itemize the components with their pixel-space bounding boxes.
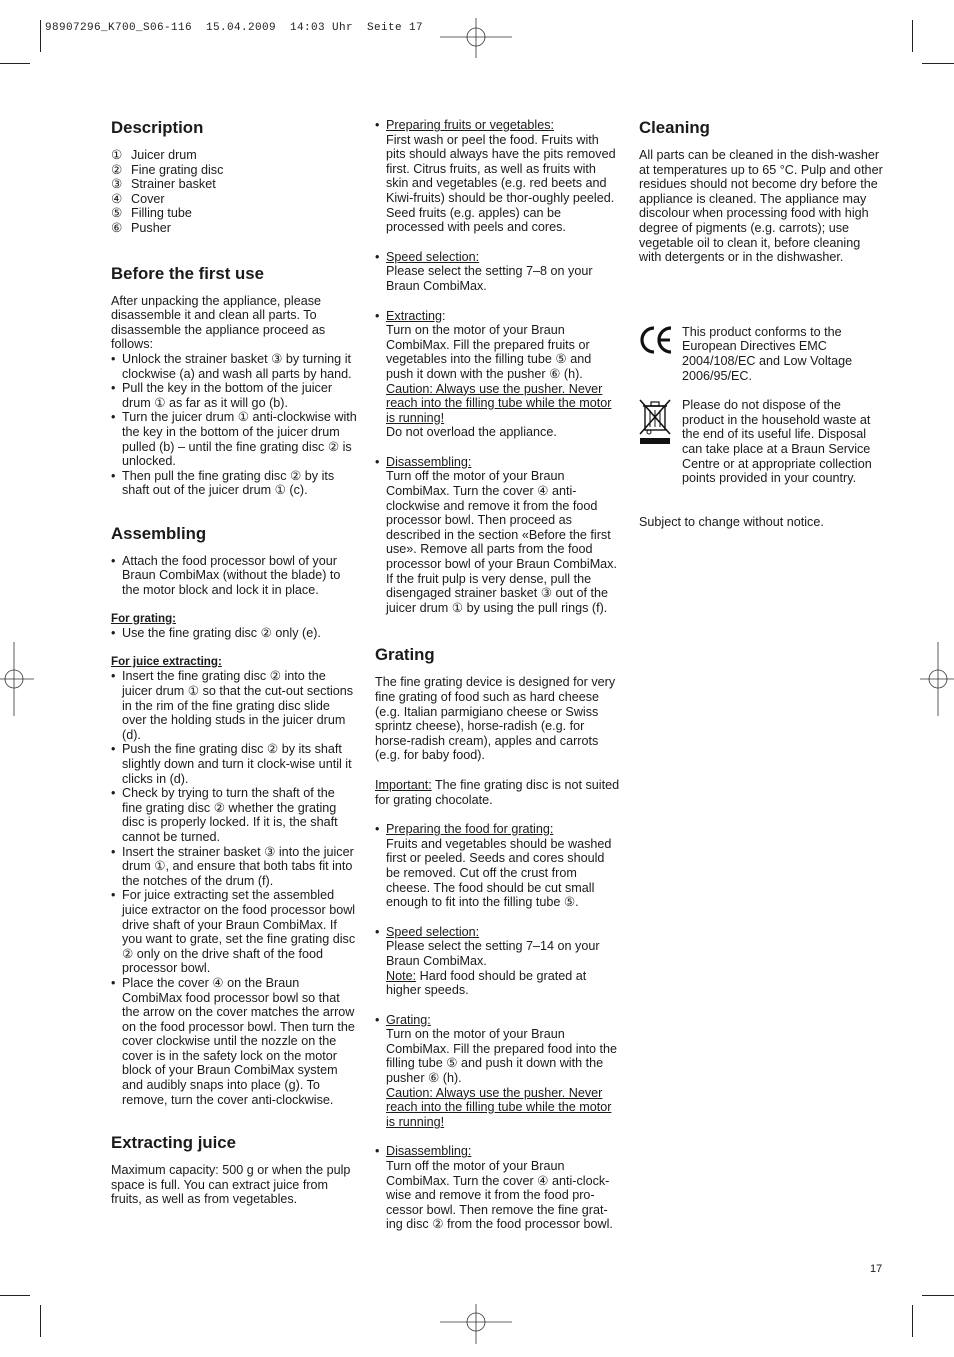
disassembling-label: Disassembling: <box>386 454 472 469</box>
list-item <box>375 250 621 294</box>
extract-label: Extracting <box>386 308 442 323</box>
grating-prep-text: Fruits and vegetables should be washed first or peeled. Seeds and cores should be removed. Cut off the crust from cheese. The food should be cut small enough to fit into the filling tube ⑤. <box>386 836 612 910</box>
description-heading: Description <box>111 118 204 137</box>
crop-mark <box>40 20 41 52</box>
juice-extracting-list <box>111 669 357 1107</box>
extract-overload: Do not overload the appliance. <box>386 425 557 440</box>
print-slug: 98907296_K700_S06-116 15.04.2009 14:03 Uhr Seite 17 <box>45 22 424 34</box>
extracting-juice-heading: Extracting juice <box>111 1133 236 1153</box>
grating-prep-label: Preparing the food for grating: <box>386 822 554 837</box>
before-first-use-intro: After unpacking the appliance, please disassemble it and clean all parts. To disassemble the appliance proceed as follows: <box>111 293 326 352</box>
grating-intro: The fine grating device is designed for very fine grating of food such as hard cheese (e.g. Italian parmigiano cheese or Swiss sprintz cheese), horse-radish (e.g. for horse-radish cream), apples and carrots (e.g. for baby food). <box>375 675 616 763</box>
list-item: • Pull the key in the bottom of the juicer drum ① as far as it will go (b). <box>111 381 357 410</box>
column-right <box>639 118 885 529</box>
for-grating-label: For grating: <box>111 611 177 625</box>
grating-speed-text: Please select the setting 7–14 on your Braun CombiMax. <box>386 939 600 968</box>
list-item: ⑤ Filling tube <box>111 206 192 221</box>
list-item: • Place the cover ④ on the Braun CombiMax food processor bowl so that the arrow on the cover matches the arrow on the food processor bowl. Then turn the cover clockwise until the nozzle on the cover is in the safety lock on the motor block of your Braun CombiMax system and audibly snaps into place (g). To remove, turn the cover anti-clockwise. <box>111 976 357 1107</box>
ce-conformity <box>639 325 885 383</box>
assembling-heading: Assembling <box>111 523 207 543</box>
weee-text: Please do not dispose of the product in the household waste at the end of its useful life. Disposal can take place at a Braun Service Centre or at appropriate collection points provided in your country. <box>682 398 872 486</box>
grating-step-text: Turn on the motor of your Braun CombiMax. Fill the prepared food into the filling tube ⑤ and push it down with the pusher ⑥ (h). <box>386 1027 618 1086</box>
list-item <box>375 455 621 616</box>
list-item: • Extracting: Turn on the motor of your Braun CombiMax. Fill the prepared fruits or vegetables into the filling tube ⑤ and push it down with the pusher ⑥ (h). Caution: Always use the pusher. Never reach into the filling tube while the motor is running! Do not overload the appliance. <box>375 309 621 440</box>
for-juice-extracting-label: For juice extracting: <box>111 654 222 668</box>
grating-disassembling-label: Disassembling: <box>386 1144 472 1159</box>
before-first-use-list <box>111 352 357 498</box>
subject-to-change: Subject to change without notice. <box>639 514 824 529</box>
crop-mark <box>0 1295 30 1296</box>
list-item: • Insert the strainer basket ③ into the juicer drum ①, and ensure that both tabs fit into the notches of the drum (f). <box>111 845 357 889</box>
for-grating-list <box>111 626 357 641</box>
list-item: • Turn the juicer drum ① anti-clockwise with the key in the bottom of the juicer drum pulled (b) – until the fine grating disc ② is unlocked. <box>111 410 357 468</box>
registration-mark-top <box>440 18 512 58</box>
weee-disposal <box>639 398 885 486</box>
list-item: ⑥ Pusher <box>111 220 171 235</box>
grating-caution: Caution: Always use the pusher. Never reach into the filling tube while the motor is running! <box>386 1085 612 1129</box>
disassembling-text: Turn off the motor of your Braun CombiMax. Turn the cover ④ anti-clockwise and remove it from the food processor bowl. Then proceed as described in the section «Before the first use». Remove all parts from the food processor bowl of your Braun CombiMax. If the fruit pulp is very dense, pull the disengaged strainer basket ③ out of the juicer drum ① by using the pull rings (f). <box>386 469 617 615</box>
speed-text: Please select the setting 7–8 on your Braun CombiMax. <box>386 264 593 293</box>
registration-mark-bottom <box>440 1304 512 1344</box>
speed-label: Speed selection: <box>386 249 480 264</box>
grating-disassembling-text: Turn off the motor of your Braun CombiMax. Turn the cover ④ anti-clock-wise and remove it from the food pro-cessor bowl. Then remove the fine grat-ing disc ② from the food processor bowl. <box>386 1159 613 1232</box>
list-item: • Use the fine grating disc ② only (e). <box>111 626 357 641</box>
ce-mark-icon <box>639 325 682 383</box>
registration-mark-left <box>0 642 34 716</box>
list-item: • For juice extracting set the assembled juice extractor on the food processor bowl drive shaft of your Braun CombiMax. If you want to grate, set the fine grating disc ② only on the drive shaft of the food processor bowl. <box>111 888 357 976</box>
crop-mark <box>912 20 913 52</box>
column-left <box>111 118 357 1207</box>
registration-mark-right <box>920 642 954 716</box>
cleaning-heading: Cleaning <box>639 118 710 137</box>
prep-label: Preparing fruits or vegetables: <box>386 118 555 132</box>
list-item <box>375 118 621 235</box>
list-item <box>375 1013 621 1130</box>
crop-mark <box>40 1305 41 1337</box>
extracting-juice-text: Maximum capacity: 500 g or when the pulp space is full. You can extract juice from fruits, as well as from vegetables. <box>111 1163 351 1207</box>
page-number: 17 <box>870 1263 883 1275</box>
prep-text: First wash or peel the food. Fruits with pits should always have the pits removed first. Citrus fruits, as well as fruits with skin and vegetables (e.g. red beets and Kiwi-fruits) should be thor-oughly peeled. Seed fruits (e.g. apples) can be processed with peels and cores. <box>386 132 616 235</box>
juice-steps-list <box>375 118 621 235</box>
parts-list <box>111 148 357 236</box>
grating-important: Important: The fine grating disc is not suited for grating chocolate. <box>375 777 620 807</box>
crop-mark <box>922 1295 954 1296</box>
cleaning-text: All parts can be cleaned in the dish-washer at temperatures up to 65 °C. Pulp and other residues should not become dry before the appliance is cleaned. The appliance may discolour when processing food with high degree of pigments (e.g. carrots); use vegetable oil to clean it, before cleaning with detergents or in the dishwasher. <box>639 148 883 265</box>
grating-heading: Grating <box>375 645 435 665</box>
list-item: • Unlock the strainer basket ③ by turning it clockwise (a) and wash all parts by hand. <box>111 352 357 381</box>
list-item <box>375 822 621 910</box>
list-item: • Attach the food processor bowl of your Braun CombiMax (without the blade) to the motor block and lock it in place. <box>111 554 357 598</box>
list-item: ④ Cover <box>111 191 165 206</box>
extract-text: Turn on the motor of your Braun CombiMax. Fill the prepared fruits or vegetables into the filling tube ⑤ and push it down with the pusher ⑥ (h). <box>386 323 592 381</box>
before-first-use-heading: Before the first use <box>111 263 264 283</box>
grating-speed-label: Speed selection: <box>386 924 480 939</box>
crop-mark <box>0 63 30 64</box>
list-item: ③ Strainer basket <box>111 177 216 192</box>
ce-text: This product conforms to the European Directives EMC 2004/108/EC and Low Voltage 2006/95/EC. <box>682 324 853 383</box>
list-item: • Insert the fine grating disc ② into the juicer drum ① so that the cut-out sections in the rim of the fine grating disc slide over the holding studs in the juicer drum (d). <box>111 669 357 742</box>
crop-mark <box>912 1305 913 1337</box>
column-middle <box>375 118 621 1232</box>
list-item: • Then pull the fine grating disc ② by its shaft out of the juicer drum ① (c). <box>111 469 357 498</box>
list-item: • Push the fine grating disc ② by its shaft slightly down and turn it clock-wise until it clicks in (d). <box>111 742 357 786</box>
crossed-bin-icon <box>639 398 682 486</box>
list-item: ② Fine grating disc <box>111 162 224 177</box>
list-item <box>375 1144 621 1232</box>
list-item: • Check by trying to turn the shaft of the fine grating disc ② whether the grating disc is properly locked. If it is, the shaft cannot be turned. <box>111 786 357 844</box>
list-item: • Speed selection: Please select the setting 7–14 on your Braun CombiMax. Note: Hard food should be grated at higher speeds. <box>375 925 621 998</box>
assembling-list <box>111 554 357 598</box>
extract-caution: Caution: Always use the pusher. Never reach into the filling tube while the motor is running! <box>386 381 612 425</box>
crop-mark <box>922 63 954 64</box>
grating-step-label: Grating: <box>386 1012 431 1027</box>
list-item: ① Juicer drum <box>111 148 197 162</box>
